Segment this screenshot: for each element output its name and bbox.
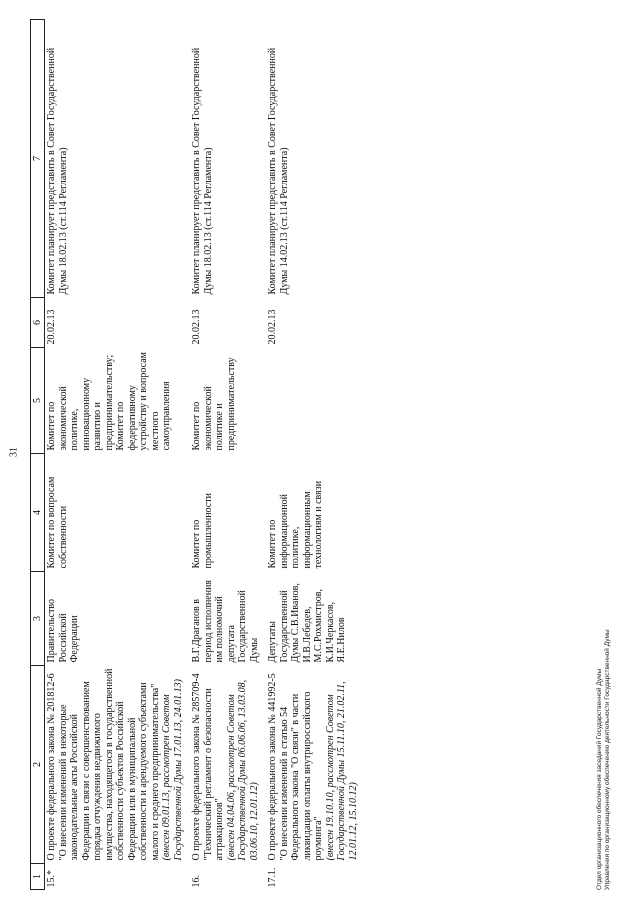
table-row bbox=[266, 20, 365, 890]
bill-title: О проекте федерального закона № 441992-5 "О внесении изменений в статью 54 Федерального закона "О связи" в части ликвидации оплаты внутрироссийского роуминга" bbox=[267, 673, 324, 861]
footer-line: Отдел организационного обеспечения заседаний Государственной Думы bbox=[596, 668, 603, 890]
committee-cell: Комитет по вопросам собственности bbox=[46, 476, 69, 569]
column-header: 7 bbox=[31, 20, 45, 298]
plan-cell: Комитет планирует представить в Совет Государственной Думы 14.02.13 (ст.114 Регламента) bbox=[267, 47, 290, 295]
bill-title: О проекте федерального закона № 201812-6 "О внесении изменений в некоторые законодательные акты Российской Федерации в связи с совершенствованием порядка отчуждения недвижимого имущества, находящегося в государственной собственности субъектов Российской Федерации или в муниципальной собственности и арендуемого субъектами малого и среднего предпринимательства" bbox=[46, 668, 161, 861]
committee-cell: Комитет по информационной политике, информационным технологиям и связи bbox=[267, 480, 324, 569]
committee-cell: Комитет по промышленности bbox=[191, 493, 214, 569]
date-cell: 20.02.13 bbox=[46, 309, 57, 345]
column-header: 1 bbox=[31, 864, 45, 890]
bill-cell bbox=[45, 666, 191, 864]
bill-cell bbox=[190, 666, 266, 864]
date-cell: 20.02.13 bbox=[267, 309, 278, 345]
agenda-table-wrapper bbox=[30, 20, 359, 890]
column-header: 6 bbox=[31, 298, 45, 348]
initiator-cell: Депутаты Государственной Думы С.В.Иванов, И.В.Лебедев, М.С.Рохмистров, К.И.Черкасов, Я.Е.Нилов bbox=[267, 583, 347, 663]
co-committee-cell bbox=[266, 348, 365, 454]
column-header: 2 bbox=[31, 666, 45, 864]
agenda-table bbox=[30, 19, 365, 890]
initiator-cell: В.Г.Драганов в период исполнения им полномочий депутата Государственной Думы bbox=[191, 579, 260, 663]
table-row bbox=[45, 20, 191, 890]
column-header-row bbox=[31, 20, 45, 890]
bill-title: О проекте федерального закона № 285709-4 "Технический регламент о безопасности аттракционов" bbox=[191, 673, 225, 861]
column-header: 5 bbox=[31, 348, 45, 454]
row-number: 15.* bbox=[46, 870, 57, 888]
page-footer bbox=[596, 590, 626, 890]
footer-line: Управления по организационному обеспечению деятельности Государственной Думы bbox=[604, 629, 611, 890]
plan-cell: Комитет планирует представить в Совет Государственной Думы 18.02.13 (ст.114 Регламента) bbox=[46, 47, 69, 295]
bill-note: (внесен 19.10.10, рассмотрен Советом Государственной Думы 15.11.10, 21.02.11, 12.01.12, 15.10.12) bbox=[324, 681, 359, 861]
bill-note: (внесен 09.01.13, рассмотрен Советом Государственной Думы 17.01.13, 24.01.13) bbox=[161, 679, 184, 861]
bill-note: (внесен 04.04.06, рассмотрен Советом Государственной Думы 06.06.06, 13.03.08, 03.06.10, 12.01.12) bbox=[225, 679, 260, 861]
row-number: 17.1. bbox=[267, 867, 278, 888]
table-row bbox=[190, 20, 266, 890]
initiator-cell: Правительство Российской Федерации bbox=[46, 598, 80, 663]
column-header: 4 bbox=[31, 454, 45, 572]
column-header: 3 bbox=[31, 572, 45, 666]
date-cell: 20.02.13 bbox=[191, 309, 202, 345]
plan-cell: Комитет планирует представить в Совет Государственной Думы 18.02.13 (ст.114 Регламента) bbox=[191, 47, 214, 295]
bill-cell bbox=[266, 666, 365, 864]
co-committee-cell: Комитет по экономической политике и предпринимательству bbox=[191, 357, 237, 451]
co-committee-cell: Комитет по экономической политике, инновационному развитию и предпринимательству; Комитет по федеративному устройству и вопросам местного самоуправления bbox=[46, 352, 172, 451]
row-number: 16. bbox=[191, 875, 202, 888]
